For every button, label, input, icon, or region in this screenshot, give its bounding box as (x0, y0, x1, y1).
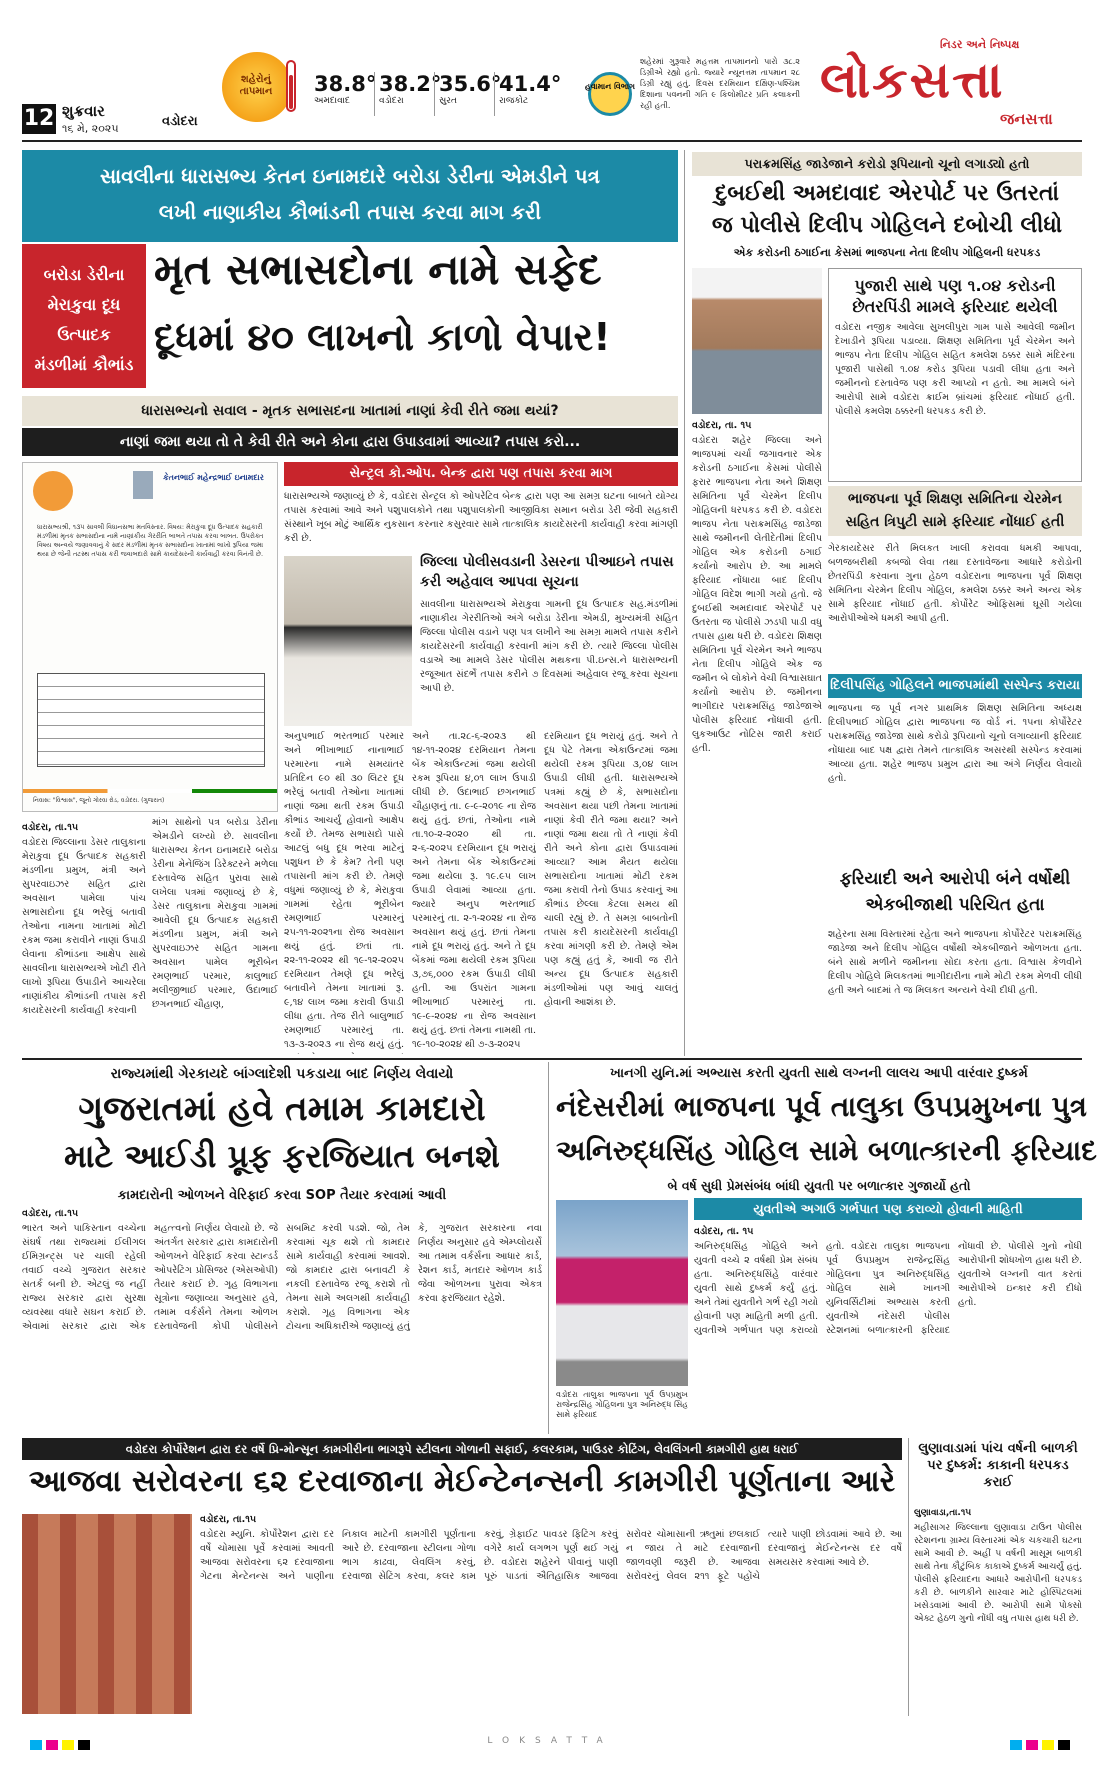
story8-headline-2: અનિરુદ્ધસિંહ ગોહિલ સામે બળાત્કારની ફરિયાદ (556, 1134, 1097, 1167)
story1-side-label: બરોડા ડેરીના મેરાકુવા દૂધ ઉત્પાદક મંડળીમાં કૌભાંડ (22, 244, 146, 388)
story1-mla-photo (284, 556, 412, 726)
story2-headline-2: જ પોલીસે દિલીપ ગોહિલને દબોચી લીધો (711, 213, 1063, 238)
story9-dateline: વડોદરા, તા.૧૫ (200, 1514, 257, 1525)
story7-headline-1: ગુજરાતમાં હવે તમામ કામદારો (78, 1089, 486, 1129)
temp-vadodara: 38.2° વડોદરા (374, 72, 434, 116)
temp-surat: 35.6° સુરત (434, 72, 494, 116)
story7-subhead: કામદારોની ઓળખને વેરિફાઈ કરવા SOP તૈયાર કરવામાં આવી (117, 1188, 447, 1203)
story10-body: મહીસાગર જિલ્લાના લુણાવાડા ટાઉન પોલીસ સ્ટેશનના ગ્રામ્ય વિસ્તારમાં એક ચકચારી ઘટના સામે આવી છે. અહીં ૫ વર્ષની માસૂમ બાળકી સાથે તેના કૌટુંબિક કાકાએ દુષ્કર્મ આચર્યું હતું. પોલીસે ફરિયાદના આધારે આરોપીની ધરપકડ કરી છે. બાળકીને સારવાર માટે હોસ્પિટલમાં ખસેડવામાં આવી છે. આરોપી સામે પોક્સો એક્ટ હેઠળ ગુનો નોંધી વધુ તપાસ હાથ ધરી છે. (914, 1523, 1082, 1624)
story5-body: ભાજપના જ પૂર્વ નગર પ્રાથમિક શિક્ષણ સમિતિના અધ્યક્ષ દિલીપભાઈ ગોહિલ દ્વારા ભાજપના જ વોર્ડ નં. ૧૫ના કોર્પોરેટર પરાક્રમસિંહ જાડેજા સાથે કરોડો રૂપિયાનો ચૂનો લગાવ્યાની ફરિયાદ નોંધાયા બાદ પક્ષ દ્વારા તેમને તાત્કાલિક અસરથી સસ્પેન્ડ કરવામાં આવ્યા હતા. શહેર ભાજપ પ્રમુખ દ્વારા આ અંગે નિર્ણય લેવાયો હતો. (828, 703, 1082, 784)
story8-headline-1: નંદેસરીમાં ભાજપના પૂર્વ તાલુકા ઉપપ્રમુખના પુત્ર (556, 1090, 1087, 1123)
footer-yellow-swatch (62, 1740, 74, 1750)
masthead-city: વડોદરા (162, 114, 198, 129)
story1-dateline: વડોદરા, તા.૧૫ (22, 822, 79, 833)
story9-body: વડોદરા મ્યુનિ. કોર્પોરેશન દ્વારા દર વર્ષે ચોમાસા પૂર્વે કરવામાં આવતી આજવા સરોવરના ૬૨ દરવાજાના ગેટના મેન્ટેનન્સ અને પાણીના નિકાલ માટેની કામગીરી પૂર્ણતાના આરે છે. દરવાજાના સ્ટીલના ગોળા ભાગ કાઢવા, લેવલિંગ કરવું, દરવાજા સેટિંગ કરવા, કલર કામ કરવું, ગ્રેફાઈટ પાવડર ફિટિંગ કરવું વગેરે કાર્ય લગભગ પૂર્ણ થઈ ગયું છે. વડોદરા શહેરને પીવાનું પાણી પૂરું પાડતાં ઐતિહાસિક આજવા સરોવર ચોમાસાની ઋતુમાં છલકાઈ ન જાય તે માટે દરવાજાની જાળવણી જરૂરી છે. આજવા સરોવરનું લેવલ ૨૧૧ ફૂટે પહોંચે ત્યારે પાણી છોડવામાં આવે છે. આ દરવાજાનું મેઈન્ટેનન્સ દર વર્ષે સમયસર કરવામાં આવે છે. (200, 1529, 902, 1582)
emblem-icon (33, 471, 73, 511)
story2-body: વડોદરા શહેર જિલ્લા અને ભાજપમાં ચર્ચા જગાવનાર એક કરોડની ઠગાઈના કેસમાં પોલીસે ફરાર ભાજપના નેતા અને શિક્ષણ સમિતિના પૂર્વ ચેરમેન દિલીપ ગોહિલની ધરપકડ કરી છે. વડોદરા ભાજપ નેતા પરાક્રમસિંહ જાડેજા સાથે જમીનની લેતીદેતીમાં દિલીપ ગોહિલ એક કરોડની ઠગાઈ કર્યાનો આરોપ છે. આ મામલે ફરિયાદ નોંધાયા બાદ દિલીપ ગોહિલ વિદેશ ભાગી ગયો હતો. જે દુબઈથી અમદાવાદ એરપોર્ટ પર ઉતરતા જ પોલીસે ઝડપી પાડી વધુ તપાસ હાથ ધરી છે. વડોદરા શિક્ષણ સમિતિના પૂર્વ ચેરમેન અને ભાજપ નેતા દિલીપ ગોહિલે એક જ જમીન બે લોકોને વેચી વિશ્વાસઘાત કર્યાનો આરોપ છે. જમીનના ભાગીદાર પરાક્રમસિંહ જાડેજાએ પોલીસ ફરિયાદ નોંધાવી હતી. લુકઆઉટ નોટિસ જારી કરાઈ હતી. (692, 435, 822, 754)
weather-icon (588, 72, 632, 116)
logo-sub: જનસત્તા (1000, 110, 1053, 128)
story8-photo-caption: વડોદરા તાલુકા ભાજપના પૂર્વ ઉપપ્રમુખ રાજેન્દ્રસિંહ ગોહિલના પુત્ર અનિરુદ્ધ સિંહ સામે ફરિયાદ (556, 1390, 688, 1419)
story1-headline-1: મૃત સભાસદોના નામે સફેદ (154, 245, 602, 294)
temp-badge-label: શહેરોનું તાપમાન (239, 74, 273, 97)
story3-headline: પુજારી સાથે પણ ૧.૦૪ કરોડની છેતરપિંડી મામલે ફરિયાદ થયેલી (852, 276, 1058, 316)
masthead-day: શુક્રવાર (62, 102, 105, 120)
section-divider (22, 1058, 1082, 1060)
story7-kicker: રાજ્યમાંથી ગેરકાયદે બાંગ્લાદેશી પકડાયા બાદ નિર્ણય લેવાયો (110, 1066, 454, 1082)
story8-subhead2: યુવતીએ અગાઉ ગર્ભપાત પણ કરાવ્યો હોવાની માહિતી (694, 1198, 1082, 1220)
temps-row (314, 72, 562, 116)
story6-body: શહેરના સમા વિસ્તારમાં રહેતા અને ભાજપના કોર્પોરેટર પરાક્રમસિંહ જાડેજા અને દિલીપ ગોહિલ વર્ષોથી એકબીજાને ઓળખતા હતા. બંને સાથે મળીને જમીનના સોદા કરતા હતા. વિશ્વાસ કેળવીને દિલીપ ગોહિલે મિલકતમાં ભાગીદારીના નામે મોટી રકમ મેળવી લીધી હતી અને બાદમાં તે જ મિલકત અન્યને વેચી દીધી હતી. (828, 929, 1082, 996)
masthead-date: ૧૬ મે, ૨૦૨૫ (62, 122, 119, 135)
story1-letter-image: કેતનભાઈ મહેન્દ્રભાઈ ઇનામદાર ધારાસભ્યશ્રી, ૧૩૫ સાવલી વિધાનસભા મતવિસ્તાર. વિષય: મેરાકુવા દૂધ ઉત્પાદક સહકારી મંડળીમાં મૃતક સભાસદોના નામે નાણાંકીય ગેરરીતિ બાબતે તપાસ કરવા બાબત. ઉપરોક્ત વિષય અન્વયે જણાવવાનું કે સદર મંડળીમાં મૃતક સભાસદોના ખાતામાં લાખો રૂપિયા જમા થયા છે જેની તટસ્થ તપાસ કરી જવાબદારો સામે કાયદેસરની કાર્યવાહી કરવા વિનંતી છે. નિવાસ: "વિશ્વાસ", જૂનો ગોરવા રોડ, વડોદરા. (ગુજરાત) (22, 462, 278, 812)
story7-dateline: વડોદરા, તા.૧૫ (22, 1208, 79, 1219)
story1-question-2: નાણાં જમા થયા તો તે કેવી રીતે અને કોના દ્વારા ઉપાડવામાં આવ્યા? તપાસ કરો... (22, 428, 678, 456)
story8-subhead: બે વર્ષ સુધી પ્રેમસંબંધ બાંધી યુવતી પર બળાત્કાર ગુજાર્યો હતો (667, 1178, 971, 1193)
footer-label: LOKSATTA (487, 1736, 613, 1746)
weather-note: શહેરમાં ગુરૂવારે મહત્તમ તાપમાનનો પારો ૩૮.૨ ડિગ્રીએ રહ્યો હતો. જ્યારે ન્યૂનત્તમ તાપમાન ૨૮ ડિગ્રી રહ્યું હતું. દિવસ દરમિયાન દક્ષિણ-પશ્ચિમ દિશાના પવનની ગતિ ૯ કિલોમીટર પ્રતિ કલાકની રહી હતી. (640, 57, 800, 110)
story4-headline: ભાજપના પૂર્વ શિક્ષણ સમિતિના ચેરમેન સહિત ત્રિપુટી સામે ફરિયાદ નોંધાઈ હતી (828, 486, 1082, 536)
story6-headline: ફરિયાદી અને આરોપી બંને વર્ષોથી એકબીજાથી પરિચિત હતા (839, 869, 1071, 915)
story2-subhead: એક કરોડની ઠગાઈના કેસમાં ભાજપના નેતા દિલીપ ગોહિલની ધરપકડ (733, 246, 1041, 259)
story1-col-4: અને તા.૨૮-૬-૨૦૨૩ થી ૧૪-૧૧-૨૦૨૪ દરમિયાન તેમના બેંક એકાઉન્ટમાં જમા થયેલી રકમ રૂપિયા ૪,૦૧ લાખ ઉપાડી લીધી છે. ઉદાભાઈ છગનભાઈ ચૌહાણનું તા. ૯-૯-૨૦૧૯ ના રોજ થયું હતું. છતાં, તેઓના નામે તા.૧૦-૨-૨૦૨૦ થી તા. ૨-૬-૨૦૨૫ દરમિયાન દૂધ ભરાયું અને તેમના બેંક એકાઉન્ટમાં જમા થયેલા રૂ. ૧૯.૯૫ લાખ ઉપાડી લેવામાં આવ્યા હતા. જ્યારે અનુપ ભરતભાઈ પરમારનું તા. ૨-૧-૨૦૨૪ ના રોજ અવસાન થયું હતું. છતાં તેમના નામે દૂધ ભરાયું હતું. અને તે દૂધ બેંકમાં જમા થયેલી રકમ રૂપિયા ૩,૭૬,૦૦૦ રકમ ઉપાડી લીધી હતી. આ ઉપરાંત ગામના ભીખાભાઈ પરમારનું તા. ૧૯-૯-૨૦૨૪ ના રોજ અવસાન થયું હતું. છતાં તેમના નામથી તા. ૧૯-૧૦-૨૦૨૪ થી ૭-૩-૨૦૨૫ (412, 731, 536, 1050)
story1-headline-2: દૂધમાં ૪૦ લાખનો કાળો વેપાર! (154, 315, 611, 359)
story3-body: વડોદરા નજીક આવેલા સુખલીપુરા ગામ પાસે આવેલી જમીન દેખાડીને રૂપિયા પડાવ્યા. શિક્ષણ સમિતિના પૂર્વ ચેરમેન અને ભાજપ નેતા દિલીપ ગોહિલ સહિત કમલેશ ઠક્કર સામે મંદિરના પૂજારી પાસેથી ૧.૦૪ કરોડ રૂપિયા પડાવી લીધા હતા અને જમીનનો દસ્તાવેજ પણ કરી આપ્યો ન હતો. આ મામલે બંને આરોપી સામે વડોદરા ક્રાઈમ બ્રાંચમાં ફરિયાદ નોંધાઈ હતી. પોલીસે કમલેશ ઠક્કરની ધરપકડ કરી છે. (835, 322, 1075, 417)
story2-dateline: વડોદરા, તા. ૧૫ (692, 420, 752, 431)
story1-col-1: વડોદરા જિલ્લાના ડેસર તાલુકાના મેરાકુવા દૂધ ઉત્પાદક સહકારી મંડળીના પ્રમુખ, મંત્રી અને સુપરવાઇઝર સહિત દ્વારા અવસાન પામેલા પાંચ સભાસદોના દૂધ ભરેલું બતાવી તેઓના નામના ખાતામાં મોટી રકમ જમા કરાવીને નાણાં ઉપાડી લેવાના કૌભાંડના આક્ષેપ સાથે સાવલીના ધારાસભ્યએ ખોટી રીતે લાખો રૂપિયા ઉપાડીને આચરેલા નાણાંકીય કૌભાંડની તપાસ કરી કાયદેસરની કાર્યવાહી કરવાની (22, 837, 146, 1016)
column-divider-3 (908, 1438, 909, 1716)
footer-magenta-swatch-right (1026, 1740, 1038, 1750)
footer-yellow-swatch-right (1042, 1740, 1054, 1750)
footer-cyan-swatch (30, 1740, 42, 1750)
story10-dateline: લુણાવાડા,તા.૧૫ (914, 1508, 972, 1518)
story1-col-5: દરમિયાન દૂધ ભરાયું હતું. અને તે દૂધ પેટે તેમના એકાઉન્ટમાં જમા થયેલી રકમ રૂપિયા ૩,૦૪ લાખ ઉપાડી લીધી હતી. ધારાસભ્યએ પત્રમાં કહ્યું છે કે, સભાસદોના અવસાન થયા પછી તેમના ખાતામાં નાણાં કેવી રીતે જમા થયા? અને નાણાં જમા થયા તો તે નાણાં કેવી રીતે અને કોના દ્વારા ઉપાડવામાં આવ્યા? આમ મૈયત થયેલા સભાસદોના ખાતામાં મોટી રકમ જમા કરાવી તેનો ઉપાડ કરવાનું આ કૌભાંડ છેલ્લા કેટલા સમય થી ચાલી રહ્યું છે. તે સમગ્ર બાબતોની તપાસ કરી કાયદેસરની કાર્યવાહી કરવા માંગણી કરી છે. તેમણે એમ પણ કહ્યું હતું કે, આવી જ રીતે અન્ય દૂધ ઉત્પાદક સહકારી મંડળીઓમાં પણ આવું ચાલતું હોવાની આશંકા છે. (544, 731, 678, 1008)
masthead (0, 0, 1100, 150)
story1-question-1: ધારાસભ્યનો સવાલ - મૃતક સભાસદના ખાતામાં નાણાં કેવી રીતે જમા થયાં? (22, 396, 678, 426)
letter-table (37, 673, 265, 767)
column-divider-2 (548, 1062, 549, 1434)
footer-magenta-swatch (46, 1740, 58, 1750)
weather-badge-label: હવામાન વિભાગ (585, 82, 635, 91)
story2-kicker: પરાક્રમસિંહ જાડેજાને કરોડો રૂપિયાનો ચૂનો લગાડ્યો હતો (692, 152, 1082, 176)
page-number: 12 (22, 104, 56, 134)
story8-photo (556, 1200, 688, 1386)
temp-rajkot: 41.4° રાજકોટ (494, 72, 554, 116)
column-divider (684, 150, 685, 1056)
story10-headline: લુણાવાડામાં પાંચ વર્ષની બાળકી પર દુષ્કર્મ: કાકાની ધરપકડ કરાઈ (918, 1441, 1078, 1490)
story7-body: ભારત અને પાકિસ્તાન વચ્ચેના સંઘર્ષ તથા રાજ્યમાં ઈલીગલ ઈમિગ્રન્ટ્સ પર ચાલી રહેલી તવાઈ વચ્ચે ગુજરાત સરકાર સતર્ક બની છે. એટલું જ નહીં રાજ્ય સરકાર દ્વારા સુરક્ષા વ્યવસ્થા વધારે સઘન કરાઈ છે. એવામાં સરકાર દ્વારા એક મહત્ત્વનો નિર્ણય લેવાયો છે. જે અંતર્ગત સરકાર દ્વારા કામદારોની ઓળખને વેરિફાઈ કરવા સ્ટાન્ડર્ડ ઓપરેટિંગ પ્રોસિજર (એસઓપી) તૈયાર કરાઈ છે. ગૃહ વિભાગના સૂત્રોના જણાવ્યા અનુસાર હવે, તમામ વર્કર્સને તેમના ઓળખ દસ્તાવેજની કોપી પોલીસને સબમિટ કરવી પડશે. જો, તેમ કરવામાં ચૂક થશે તો કામદાર સામે કાર્યવાહી કરવામાં આવશે. જો કામદાર દ્વારા બનાવટી કે નકલી દસ્તાવેજ રજૂ કરાશે તો તેમના સામે અલગથી કાર્યવાહી કરાશે. ગૃહ વિભાગના એક ટોચના અધિકારીએ જણાવ્યું હતું કે, ગુજરાત સરકારના નવા નિર્ણય અનુસાર હવે એમ્પ્લોયર્સે આ તમામ વર્કર્સના આધાર કાર્ડ, રેશન કાર્ડ, મતદાર ઓળખ કાર્ડ જેવા ઓળખના પુરાવા એકત્ર કરવા ફરજિયાત રહેશે. (22, 1223, 542, 1332)
footer-strip (0, 1730, 1100, 1758)
footer-black-swatch-right (1058, 1740, 1070, 1750)
ashoka-icon (133, 471, 153, 499)
story9-photo (22, 1514, 192, 1714)
logo: લોકસત્તા (820, 51, 1005, 109)
story1-bank-subhead: સેન્ટ્રલ કો.ઓપ. બેન્ક દ્વારા પણ તપાસ કરવા માગ (284, 462, 678, 486)
footer-black-swatch (78, 1740, 90, 1750)
footer-cyan-swatch-right (1010, 1740, 1022, 1750)
story9-headline: આજવા સરોવરના ૬૨ દરવાજાના મેઈન્ટેનન્સની કામગીરી પૂર્ણતાના આરે (28, 1464, 896, 1499)
masthead-divider (22, 140, 1082, 142)
story1-col-3: અનુપભાઈ ભરતભાઈ પરમાર અને ભીખાભાઈ નાનાભાઈ પરમારના નામે સમયાંતર પ્રતિદિન ૯૦ થી ૩૦ લિટર દૂધ ભરેલું બતાવી તેઓના ખાતામાં નાણાં જમા થતી રકમ ઉપાડી કૌભાંડ આચર્યું હોવાનો આક્ષેપ કર્યો છે. તેમજ સભાસદો પાસે આટલું બધુ દૂધ ભરવા માટેનું પશુધન છે કે કેમ? તેની પણ તપાસની માંગ કરી છે. તેમણે વધુમાં જણાવ્યું છે કે, મેરાકુવા ગામમાં રહેતા ભૂરીબેન રમણભાઈ પરમારનું ૨૫-૧૧-૨૦૨૧ના રોજ અવસાન થયું હતું. છતાં તા. ૨૨-૧૧-૨૦૨૨ થી ૧૯-૧૨-૨૦૨૫ દરમિયાન તેમણે દૂધ ભરેલું બતાવીને તેમના ખાતામાં રૂ. ૯,૧૪ લાખ જમા કરાવી ઉપાડી લીધા હતા. તેજ રીતે બાલુભાઈ રમણભાઈ પરમારનું તા. ૧૩-૩-૨૦૨૩ ના રોજ થયું હતું. (284, 731, 404, 1050)
tagline: નિડર અને નિષ્પક્ષ (940, 38, 1020, 51)
story1-kicker: સાવલીના ધારાસભ્ય કેતન ઇનામદારે બરોડા ડેરીના એમડીને પત્ર લખી નાણાકીય કૌભાંડની તપાસ કરવા માગ કરી (22, 150, 678, 242)
story1-col-2: માંગ સાથેનો પત્ર બરોડા ડેરીના એમડીને લખ્યો છે. સાવલીના ધારાસભ્ય કેતન ઇનામદારે બરોડા ડેરીના મેનેજિંગ ડિરેક્ટરને મળેલા દસ્તાવેજ સહિત પુરાવા સાથે લખેલા પત્રમાં જણાવ્યું છે કે, ડેસર તાલુકાના મેરાકુવા ગામમાં આવેલી દૂધ ઉત્પાદક સહકારી મંડળીના પ્રમુખ, મંત્રી અને સુપરવાઇઝર સહિત ગામના અવસાન પામેલ ભૂરીબેન રમણભાઈ પરમાર, કાલુભાઈ મલીજીભાઈ પરમાર, ઉદાભાઈ છગનભાઈ ચૌહાણ, (152, 817, 278, 1010)
story7-headline-2: માટે આઈડી પ્રૂફ ફરજિયાત બનશે (64, 1137, 500, 1175)
story1-police-subhead: જિલ્લા પોલીસવડાની ડેસરના પીઆઇને તપાસ કરી અહેવાલ આપવા સૂચના (420, 554, 674, 590)
thermometer-icon (286, 60, 296, 112)
story8-dateline: વડોદરા, તા. ૧૫ (694, 1226, 754, 1237)
story4-body: ગેરકાયદેસર રીતે મિલકત ખાલી કરાવવા ધમકી આપવા, બળજબરીથી કબજો લેવા તથા દસ્તાવેજના આધારે કરોડોની છેતરપિંડી કરવાના ગુના હેઠળ વડોદરાના ભાજપના પૂર્વ શિક્ષણ સમિતિના ચેરમેન દિલીપ ગોહિલ, કમલેશ ઠક્કર અને અન્ય એક સામે ફરિયાદ નોંધાઈ હતી. કોર્પોરેટ ઓફિસમાં ઘૂસી ગયેલા આરોપીઓએ ધમકી આપી હતી. (828, 543, 1082, 624)
temp-ahmedabad: 38.8° અમદાવાદ (314, 72, 377, 106)
story2-photo (692, 268, 822, 414)
story3-box (828, 268, 1082, 482)
story8-body: અનિરુદ્ધસિંહ ગોહિલે અને યુવતી વચ્ચે ૨ વર્ષથી પ્રેમ સંબંધ હતા. અનિરુદ્ધસિંહે વારંવાર યુવતી સાથે દુષ્કર્મ કર્યું હતું. અને તેમાં યુવતીને ગર્ભ રહી ગયો હોવાની પણ માહિતી મળી હતી. યુવતીએ ગર્ભપાત પણ કરાવ્યો હતો. વડોદરા તાલુકા ભાજપના પૂર્વ ઉપપ્રમુખ રાજેન્દ્રસિંહ ગોહિલના પુત્ર અનિરુદ્ધસિંહ ગોહિલ સામે ખાનગી યુનિવર્સિટીમાં અભ્યાસ કરતી યુવતીએ નંદેસરી પોલીસ સ્ટેશનમાં બળાત્કારની ફરિયાદ નોંધાવી છે. પોલીસે ગુનો નોંધી આરોપીની શોધખોળ હાથ ધરી છે. યુવતીએ લગ્નની વાત કરતાં આરોપીએ ઇન્કાર કરી દીધો હતો. (694, 1241, 1082, 1336)
story1-police-text: સાવલીના ધારાસભ્યએ મેરાકુવા ગામની દૂધ ઉત્પાદક સહ.મંડળીમાં નાણાકીય ગેરરીતિઓ અંગે બરોડા ડેરીના એમડી, મુખ્યમંત્રી સહિત જિલ્લા પોલીસ વડાને પણ પત્ર લખીને આ સમગ્ર મામલે તપાસ કરીને કાયદેસરની કાર્યવાહી કરવાની માંગ કરી છે. ત્યારે જિલ્લા પોલીસ વડાએ આ મામલે ડેસર પોલીસ મથકના પી.ઇન્સ.ને ધારાસભ્યની રજૂઆત સંદર્ભે તપાસ કરીને ૭ દિવસમાં અહેવાલ રજૂ કરવા સૂચના આપી છે. (420, 599, 678, 694)
story8-kicker: ખાનગી યુનિ.માં અભ્યાસ કરતી યુવતી સાથે લગ્નની લાલચ આપી વારંવાર દુષ્કર્મ (610, 1066, 1028, 1081)
story2-headline-1: દુબઈથી અમદાવાદ એરપોર્ટ પર ઉતરતાં (715, 181, 1059, 206)
story9-kicker: વડોદરા કોર્પોરેશન દ્વારા દર વર્ષે પ્રિ-મોન્સૂન કામગીરીના ભાગરૂપે સ્ટીલના ગોળાની સફાઈ, કલરકામ, પાઉડર કોટિંગ, લેવલિંગની કામગીરી હાથ ધરાઈ (22, 1438, 902, 1460)
story5-headline: દિલીપસિંહ ગોહિલને ભાજપમાંથી સસ્પેન્ડ કરાયા (828, 674, 1082, 698)
story1-bank-text: ધારાસભ્યએ જણાવ્યું છે કે, વડોદરા સેન્ટ્રલ કો ઓપરેટિવ બેન્ક દ્વારા પણ આ સમગ્ર ઘટના બાબતે યોગ્ય તપાસ કરવામાં આવે અને પશુપાલકોને તથા પશુપાલકોની આજીવિકા સમાન બરોડા ડેરી જેવી સહકારી સંસ્થાને ખૂબ મોટું આર્થિક નુકસાન કરનાર કસુરવાર સામે તાત્કાલિક કાયદેસરની કાર્યવાહી કરવા માંગણી કરી છે. (284, 491, 678, 544)
